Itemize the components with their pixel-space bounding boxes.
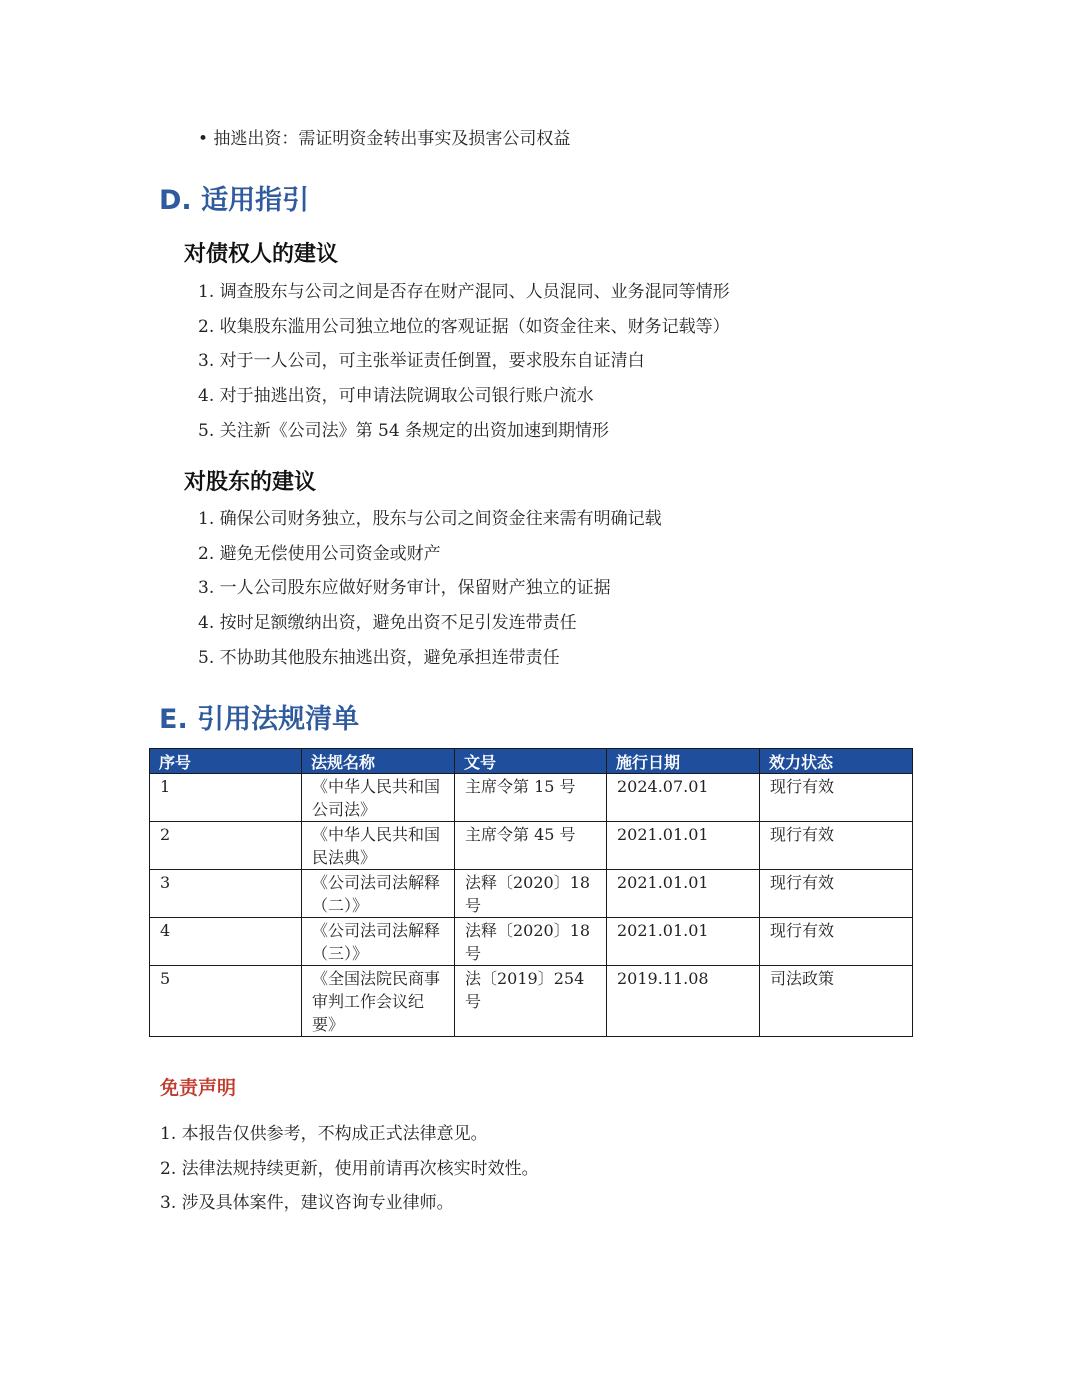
table-cell: 主席令第 15 号 bbox=[455, 774, 607, 822]
table-cell: 2021.01.01 bbox=[607, 822, 760, 870]
list-item: 5. 不协助其他股东抽逃出资，避免承担连带责任 bbox=[198, 647, 560, 668]
column-header: 法规名称 bbox=[302, 749, 455, 774]
table-cell: 2019.11.08 bbox=[607, 966, 760, 1037]
table-cell: 2021.01.01 bbox=[607, 918, 760, 966]
table-row bbox=[150, 918, 913, 966]
list-item: 3. 涉及具体案件，建议咨询专业律师。 bbox=[160, 1193, 454, 1214]
table-cell: 法〔2019〕254 号 bbox=[455, 966, 607, 1037]
list-item: 2. 收集股东滥用公司独立地位的客观证据（如资金往来、财务记载等） bbox=[198, 316, 730, 337]
table-cell: 现行有效 bbox=[760, 918, 913, 966]
regulations-table bbox=[149, 748, 913, 1037]
table-cell: 司法政策 bbox=[760, 966, 913, 1037]
table-cell: 现行有效 bbox=[760, 822, 913, 870]
creditors-list bbox=[198, 279, 730, 452]
table-row bbox=[150, 870, 913, 918]
list-item: 3. 对于一人公司，可主张举证责任倒置，要求股东自证清白 bbox=[198, 351, 645, 372]
table-header-row bbox=[150, 749, 913, 774]
table-row bbox=[150, 966, 913, 1037]
column-header: 文号 bbox=[455, 749, 607, 774]
table-cell: 2 bbox=[150, 822, 302, 870]
table-cell: 《公司法司法解释（二）》 bbox=[302, 870, 455, 918]
disclaimer-title: 免责声明 bbox=[160, 1077, 237, 1099]
column-header: 序号 bbox=[150, 749, 302, 774]
column-header: 施行日期 bbox=[607, 749, 760, 774]
table-cell: 现行有效 bbox=[760, 870, 913, 918]
section-d-title: D. 适用指引 bbox=[159, 185, 310, 216]
shareholders-heading: 对股东的建议 bbox=[184, 470, 317, 495]
table-cell: 现行有效 bbox=[760, 774, 913, 822]
table-cell: 主席令第 45 号 bbox=[455, 822, 607, 870]
table-cell: 1 bbox=[150, 774, 302, 822]
shareholders-list bbox=[198, 506, 662, 679]
list-item: 1. 确保公司财务独立，股东与公司之间资金往来需有明确记载 bbox=[198, 509, 662, 529]
list-item: 3. 一人公司股东应做好财务审计，保留财产独立的证据 bbox=[198, 578, 611, 599]
table-cell: 法释〔2020〕18 号 bbox=[455, 870, 607, 918]
table-cell: 《公司法司法解释（三）》 bbox=[302, 918, 455, 966]
table-cell: 《中华人民共和国公司法》 bbox=[302, 774, 455, 822]
section-e-title: E. 引用法规清单 bbox=[159, 704, 360, 735]
list-item: 1. 调查股东与公司之间是否存在财产混同、人员混同、业务混同等情形 bbox=[198, 282, 730, 302]
table-cell: 《中华人民共和国民法典》 bbox=[302, 822, 455, 870]
list-item: 2. 避免无偿使用公司资金或财产 bbox=[198, 543, 441, 564]
table-cell: 4 bbox=[150, 918, 302, 966]
list-item: 1. 本报告仅供参考，不构成正式法律意见。 bbox=[160, 1124, 488, 1144]
table-cell: 《全国法院民商事审判工作会议纪要》 bbox=[302, 966, 455, 1037]
list-item: 2. 法律法规持续更新，使用前请再次核实时效性。 bbox=[160, 1158, 539, 1179]
disclaimer-list bbox=[160, 1121, 539, 1225]
table-cell: 5 bbox=[150, 966, 302, 1037]
table-cell: 法释〔2020〕18 号 bbox=[455, 918, 607, 966]
creditors-heading: 对债权人的建议 bbox=[184, 242, 339, 267]
list-item: 4. 按时足额缴纳出资，避免出资不足引发连带责任 bbox=[198, 613, 577, 634]
bullet-item: • 抽逃出资：需证明资金转出事实及损害公司权益 bbox=[198, 129, 571, 149]
list-item: 4. 对于抽逃出资，可申请法院调取公司银行账户流水 bbox=[198, 386, 594, 407]
table-cell: 2021.01.01 bbox=[607, 870, 760, 918]
table-cell: 2024.07.01 bbox=[607, 774, 760, 822]
list-item: 5. 关注新《公司法》第 54 条规定的出资加速到期情形 bbox=[198, 420, 610, 441]
table-row bbox=[150, 774, 913, 822]
table-cell: 3 bbox=[150, 870, 302, 918]
table-row bbox=[150, 822, 913, 870]
column-header: 效力状态 bbox=[760, 749, 913, 774]
